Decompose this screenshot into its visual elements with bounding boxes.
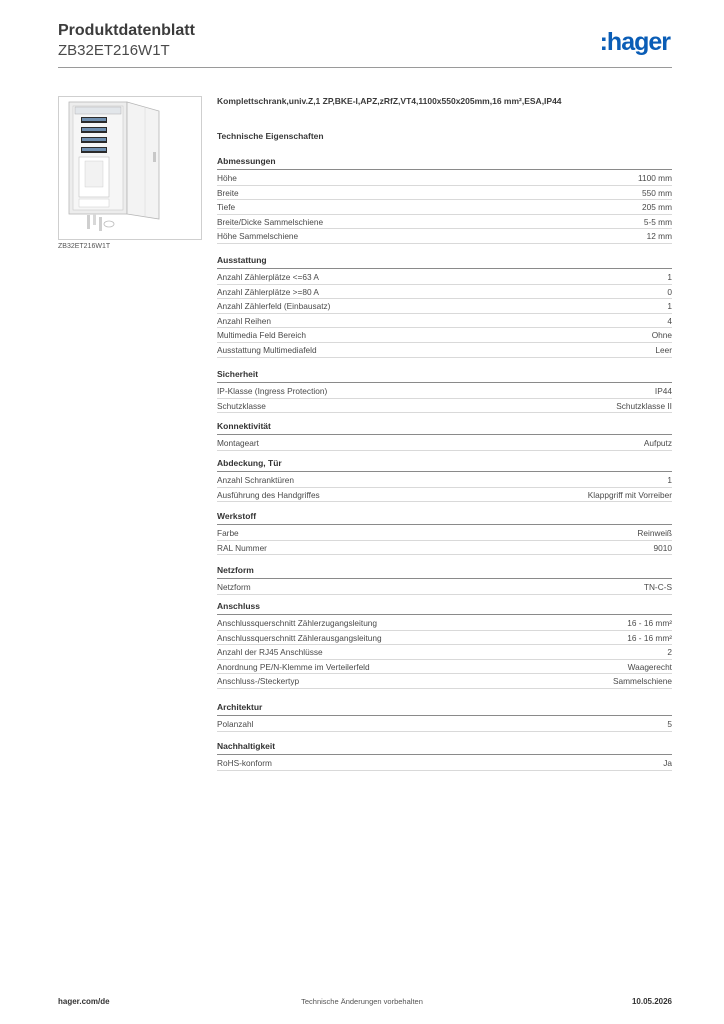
spec-row (217, 579, 672, 595)
properties-title: Technische Eigenschaften (217, 131, 324, 141)
spec-label: Ausstattung Multimediafeld (217, 345, 317, 355)
spec-label: Höhe Sammelschiene (217, 231, 299, 242)
spec-label: Anordnung PE/N-Klemme im Verteilerfeld (217, 661, 370, 672)
spec-value: 4 (667, 315, 672, 326)
spec-value: 5 (667, 719, 672, 729)
cabinet-illustration (59, 97, 201, 239)
spec-label: Multimedia Feld Bereich (217, 330, 306, 341)
spec-label: Anzahl der RJ45 Anschlüsse (217, 647, 323, 658)
section-header (217, 419, 672, 435)
spec-label: Anzahl Reihen (217, 315, 271, 326)
spec-label: Anzahl Schranktüren (217, 475, 295, 485)
spec-label: Breite/Dicke Sammelschiene (217, 216, 324, 227)
spec-value: IP44 (654, 386, 672, 396)
spec-label: Breite (217, 187, 239, 198)
spec-row (217, 383, 672, 399)
spec-label: IP-Klasse (Ingress Protection) (217, 386, 328, 396)
section-header (217, 154, 672, 170)
section-title: Anschluss (217, 601, 260, 611)
footer-date: 10.05.2026 (631, 997, 672, 1006)
section-header (217, 367, 672, 383)
spec-value: 0 (667, 286, 672, 297)
spec-row (217, 199, 672, 215)
section-title: Abmessungen (217, 156, 276, 166)
spec-row (217, 755, 672, 771)
spec-row (217, 342, 672, 358)
section-title: Abdeckung, Tür (217, 458, 282, 468)
product-code: ZB32ET216W1T (58, 42, 170, 59)
section-header (217, 509, 672, 525)
spec-row (217, 525, 672, 541)
footer-disclaimer: Technische Änderungen vorbehalten (301, 997, 423, 1006)
spec-label: RAL Nummer (217, 542, 267, 553)
section-title: Nachhaltigkeit (217, 741, 276, 751)
spec-value: Sammelschiene (612, 676, 672, 687)
spec-value: 16 - 16 mm² (627, 618, 672, 628)
spec-value: 205 mm (642, 202, 672, 213)
spec-label: Anschluss-/Steckertyp (217, 676, 300, 687)
section-header (217, 456, 672, 472)
spec-label: Montageart (217, 438, 259, 448)
spec-row (217, 313, 672, 329)
spec-row (217, 298, 672, 314)
spec-value: 16 - 16 mm² (627, 632, 672, 643)
spec-row (217, 644, 672, 660)
footer-website: hager.com/de (58, 997, 110, 1006)
spec-value: Klappgriff mit Vorreiber (587, 489, 672, 500)
spec-value: 9010 (653, 542, 672, 553)
spec-value: 1 (667, 301, 672, 312)
spec-value: 1100 mm (638, 173, 672, 183)
spec-label: Netzform (217, 582, 251, 592)
product-image (58, 96, 202, 240)
section-title: Werkstoff (217, 511, 257, 521)
spec-value: 5-5 mm (643, 216, 672, 227)
spec-value: Ohne (651, 330, 672, 341)
spec-label: Tiefe (217, 202, 236, 213)
spec-label: Anzahl Zählerfeld (Einbausatz) (217, 301, 331, 312)
spec-label: Anzahl Zählerplätze >=80 A (217, 286, 319, 297)
spec-row (217, 185, 672, 201)
spec-label: Ausführung des Handgriffes (217, 489, 320, 500)
hager-logo: :hager (599, 28, 670, 56)
spec-value: 1 (667, 272, 672, 282)
spec-value: 2 (667, 647, 672, 658)
spec-value: Reinweiß (637, 528, 672, 538)
section-header (217, 739, 672, 755)
spec-row (217, 327, 672, 343)
section-title: Architektur (217, 702, 263, 712)
spec-row (217, 398, 672, 414)
section-title: Netzform (217, 565, 254, 575)
spec-value: Leer (655, 345, 672, 355)
spec-label: Anzahl Zählerplätze <=63 A (217, 272, 319, 282)
section-header (217, 563, 672, 579)
section-header (217, 253, 672, 269)
spec-row (217, 716, 672, 732)
spec-label: Farbe (217, 528, 239, 538)
section-title: Ausstattung (217, 255, 267, 265)
section-header (217, 599, 672, 615)
spec-label: Schutzklasse (217, 400, 266, 411)
spec-row (217, 673, 672, 689)
spec-row (217, 659, 672, 675)
spec-row (217, 615, 672, 631)
spec-label: Polanzahl (217, 719, 254, 729)
spec-row (217, 540, 672, 556)
spec-row (217, 269, 672, 285)
page-title: Produktdatenblatt (58, 22, 195, 39)
spec-row (217, 214, 672, 230)
image-caption: ZB32ET216W1T (58, 243, 111, 250)
spec-row (217, 170, 672, 186)
spec-label: Anschlussquerschnitt Zählerzugangsleitung (217, 618, 378, 628)
spec-row (217, 228, 672, 244)
spec-value: TN-C-S (643, 582, 672, 592)
spec-row (217, 487, 672, 503)
section-header (217, 700, 672, 716)
spec-label: Höhe (217, 173, 237, 183)
spec-row (217, 284, 672, 300)
section-title: Konnektivität (217, 421, 271, 431)
page-header (58, 22, 672, 68)
spec-row (217, 472, 672, 488)
spec-value: Ja (663, 758, 672, 768)
spec-value: Waagerecht (627, 661, 672, 672)
spec-value: Schutzklasse II (616, 400, 672, 411)
section-title: Sicherheit (217, 369, 259, 379)
spec-row (217, 435, 672, 451)
spec-value: 550 mm (642, 187, 672, 198)
spec-value: Aufputz (643, 438, 672, 448)
spec-label: RoHS-konform (217, 758, 272, 768)
spec-value: 12 mm (646, 231, 672, 242)
spec-row (217, 630, 672, 646)
spec-value: 1 (667, 475, 672, 485)
spec-label: Anschlussquerschnitt Zählerausgangsleitung (217, 632, 382, 643)
header-divider (58, 67, 672, 68)
product-description: Komplettschrank,univ.Z,1 ZP,BKE-I,APZ,zRfZ,VT4,1100x550x205mm,16 mm²,ESA,IP44 (217, 96, 562, 106)
